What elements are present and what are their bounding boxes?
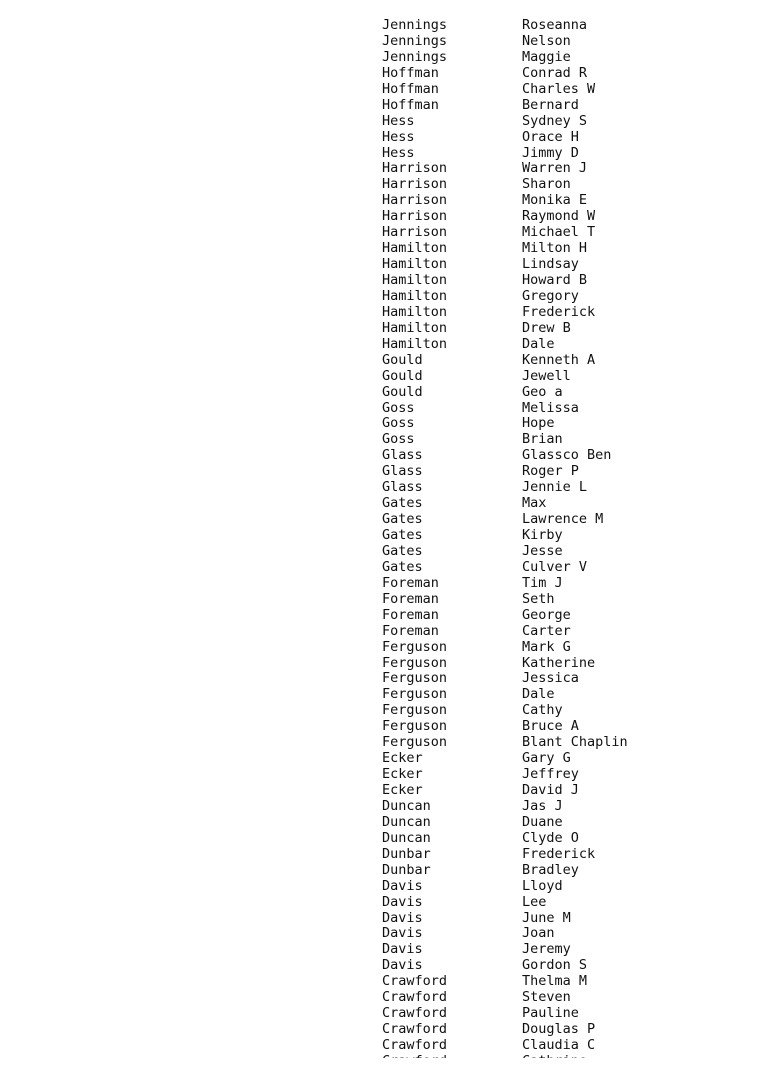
last-name: Harrison <box>382 224 448 241</box>
last-name: Davis <box>382 893 423 910</box>
first-name: Culver V <box>522 558 588 575</box>
first-name: Geo a <box>522 383 563 400</box>
name-row <box>382 990 760 1006</box>
first-name: Jimmy D <box>522 144 579 161</box>
first-name: Gregory <box>522 287 579 304</box>
first-name: Howard B <box>522 272 588 288</box>
name-row <box>382 480 760 496</box>
name-row <box>382 34 760 50</box>
first-name: Warren J <box>522 160 588 177</box>
name-row <box>382 560 760 576</box>
last-name: Hamilton <box>382 335 448 352</box>
first-name: Sharon <box>522 176 571 193</box>
first-name: George <box>522 606 571 623</box>
last-name: Dunbar <box>382 861 431 878</box>
last-name: Ferguson <box>382 702 448 719</box>
first-name: Monika E <box>522 192 588 209</box>
first-name: Seth <box>522 590 555 607</box>
name-row <box>382 193 760 209</box>
last-name: Crawford <box>382 1037 448 1053</box>
name-row <box>382 863 760 879</box>
first-name: Lloyd <box>522 877 563 894</box>
name-row <box>382 640 760 656</box>
first-name: Duane <box>522 813 563 830</box>
first-name: Kirby <box>522 527 563 543</box>
last-name: Hamilton <box>382 256 448 273</box>
name-row <box>382 257 760 273</box>
last-name: Duncan <box>382 813 431 830</box>
last-name: Hess <box>382 112 415 129</box>
first-name: Bradley <box>522 861 579 878</box>
last-name: Hoffman <box>382 64 439 81</box>
name-row <box>382 146 760 162</box>
name-row <box>382 209 760 225</box>
name-row <box>382 767 760 783</box>
last-name: Gates <box>382 527 423 543</box>
name-row <box>382 703 760 719</box>
last-name: Foreman <box>382 574 439 591</box>
first-name: Roseanna <box>522 17 588 33</box>
first-name: David J <box>522 782 579 798</box>
first-name: June M <box>522 909 571 926</box>
last-name: Hoffman <box>382 96 439 113</box>
first-name: Carter <box>522 622 571 639</box>
first-name: Dale <box>522 686 555 703</box>
last-name: Goss <box>382 431 415 448</box>
last-name: Gould <box>382 383 423 400</box>
name-row <box>382 958 760 974</box>
name-row <box>382 464 760 480</box>
name-row <box>382 289 760 305</box>
name-row <box>382 130 760 146</box>
first-name: Roger P <box>522 463 579 480</box>
last-name: Davis <box>382 925 423 942</box>
name-row <box>382 114 760 130</box>
first-name: Conrad R <box>522 64 588 81</box>
first-name: Pauline <box>522 1005 579 1022</box>
last-name: Hess <box>382 128 415 145</box>
first-name: Nelson <box>522 32 571 49</box>
name-row <box>382 911 760 927</box>
name-row <box>382 401 760 417</box>
first-name: Jesse <box>522 542 563 559</box>
first-name: Jessica <box>522 670 579 687</box>
first-name: Lawrence M <box>522 511 604 528</box>
first-name: Cathy <box>522 702 563 719</box>
first-name: Glassco Ben <box>522 447 612 464</box>
last-name: Gould <box>382 351 423 368</box>
first-name: Gary G <box>522 750 571 767</box>
last-name: Hoffman <box>382 80 439 97</box>
name-row <box>382 305 760 321</box>
last-name: Goss <box>382 399 415 416</box>
first-name: Charles W <box>522 80 596 97</box>
first-name: Milton H <box>522 240 588 257</box>
first-name: Lindsay <box>522 256 579 273</box>
name-row <box>382 1022 760 1038</box>
last-name: Ferguson <box>382 718 448 735</box>
last-name: Ferguson <box>382 654 448 671</box>
last-name: Harrison <box>382 176 448 193</box>
name-row <box>382 273 760 289</box>
name-row <box>382 18 760 34</box>
first-name: Jas J <box>522 797 563 814</box>
name-row <box>382 608 760 624</box>
name-row <box>382 847 760 863</box>
first-name: Hope <box>522 415 555 432</box>
first-name: Clyde O <box>522 829 579 846</box>
name-row <box>382 942 760 958</box>
last-name: Gates <box>382 511 423 528</box>
first-name: Raymond W <box>522 208 596 225</box>
name-row <box>382 1038 760 1054</box>
first-name: Frederick <box>522 845 596 862</box>
last-name: Davis <box>382 877 423 894</box>
name-row <box>382 528 760 544</box>
last-name: Ferguson <box>382 734 448 751</box>
name-row <box>382 50 760 66</box>
first-name: Steven <box>522 989 571 1006</box>
name-row <box>382 241 760 257</box>
first-name: Sydney S <box>522 112 588 129</box>
first-name: Orace H <box>522 128 579 145</box>
name-row <box>382 799 760 815</box>
name-row <box>382 751 760 767</box>
last-name: Dunbar <box>382 845 431 862</box>
name-row <box>382 1006 760 1022</box>
last-name: Crawford <box>382 1021 448 1038</box>
name-row <box>382 576 760 592</box>
last-name: Davis <box>382 957 423 974</box>
name-row <box>382 337 760 353</box>
name-listing <box>382 18 760 1070</box>
name-row <box>382 82 760 98</box>
last-name: Harrison <box>382 160 448 177</box>
name-row <box>382 385 760 401</box>
last-name: Jennings <box>382 48 448 65</box>
name-row <box>382 974 760 990</box>
name-row <box>382 815 760 831</box>
last-name: Hamilton <box>382 272 448 288</box>
first-name: Gordon S <box>522 957 588 974</box>
name-row <box>382 719 760 735</box>
name-row <box>382 369 760 385</box>
first-name: Michael T <box>522 224 596 241</box>
last-name: Harrison <box>382 208 448 225</box>
first-name: Jeremy <box>522 941 571 958</box>
name-row <box>382 161 760 177</box>
first-name: Melissa <box>522 399 579 416</box>
name-row <box>382 512 760 528</box>
last-name: Foreman <box>382 606 439 623</box>
last-name: Crawford <box>382 989 448 1006</box>
last-name: Glass <box>382 447 423 464</box>
first-name: Joan <box>522 925 555 942</box>
first-name: Max <box>522 495 547 512</box>
name-row <box>382 66 760 82</box>
name-row <box>382 225 760 241</box>
name-row <box>382 783 760 799</box>
name-row <box>382 624 760 640</box>
first-name: Jeffrey <box>522 766 579 783</box>
last-name: Jennings <box>382 17 448 33</box>
name-row <box>382 416 760 432</box>
name-row <box>382 926 760 942</box>
last-name: Goss <box>382 415 415 432</box>
last-name: Duncan <box>382 829 431 846</box>
last-name: Hamilton <box>382 319 448 336</box>
last-name: Ferguson <box>382 670 448 687</box>
last-name: Glass <box>382 479 423 496</box>
name-row <box>382 544 760 560</box>
name-row <box>382 432 760 448</box>
last-name: Ferguson <box>382 686 448 703</box>
first-name: Jennie L <box>522 479 588 496</box>
first-name: Frederick <box>522 303 596 320</box>
first-name: Douglas P <box>522 1021 596 1038</box>
last-name: Glass <box>382 463 423 480</box>
last-name: Davis <box>382 941 423 958</box>
name-row <box>382 895 760 911</box>
last-name: Hamilton <box>382 303 448 320</box>
name-row <box>382 735 760 751</box>
last-name: Crawford <box>382 973 448 990</box>
last-name: Jennings <box>382 32 448 49</box>
last-name: Ecker <box>382 750 423 767</box>
name-row <box>382 656 760 672</box>
first-name: Jewell <box>522 367 571 384</box>
first-name: Maggie <box>522 48 571 65</box>
first-name: Dale <box>522 335 555 352</box>
last-name: Ferguson <box>382 638 448 655</box>
last-name: Ecker <box>382 766 423 783</box>
last-name: Gates <box>382 495 423 512</box>
first-name: Tim J <box>522 574 563 591</box>
name-row <box>382 671 760 687</box>
last-name: Ecker <box>382 782 423 798</box>
first-name: Bruce A <box>522 718 579 735</box>
name-row <box>382 353 760 369</box>
last-name: Foreman <box>382 622 439 639</box>
name-row <box>382 448 760 464</box>
first-name: Drew B <box>522 319 571 336</box>
first-name: Thelma M <box>522 973 588 990</box>
first-name: Bernard <box>522 96 579 113</box>
name-row <box>382 177 760 193</box>
last-name: Gates <box>382 542 423 559</box>
last-name: Duncan <box>382 797 431 814</box>
first-name: Blant Chaplin <box>522 734 628 751</box>
last-name: Harrison <box>382 192 448 209</box>
first-name: Claudia C <box>522 1037 596 1053</box>
name-row <box>382 98 760 114</box>
last-name: Gould <box>382 367 423 384</box>
name-row <box>382 687 760 703</box>
name-row <box>382 592 760 608</box>
first-name: Brian <box>522 431 563 448</box>
last-name: Crawford <box>382 1005 448 1022</box>
last-name: Hamilton <box>382 287 448 304</box>
first-name: Mark G <box>522 638 571 655</box>
page-bottom-cutoff <box>0 1058 760 1089</box>
last-name: Foreman <box>382 590 439 607</box>
name-row <box>382 879 760 895</box>
last-name: Gates <box>382 558 423 575</box>
last-name: Davis <box>382 909 423 926</box>
last-name: Hamilton <box>382 240 448 257</box>
name-row <box>382 496 760 512</box>
name-row <box>382 831 760 847</box>
last-name: Hess <box>382 144 415 161</box>
first-name: Lee <box>522 893 547 910</box>
first-name: Katherine <box>522 654 596 671</box>
name-row <box>382 321 760 337</box>
first-name: Kenneth A <box>522 351 596 368</box>
